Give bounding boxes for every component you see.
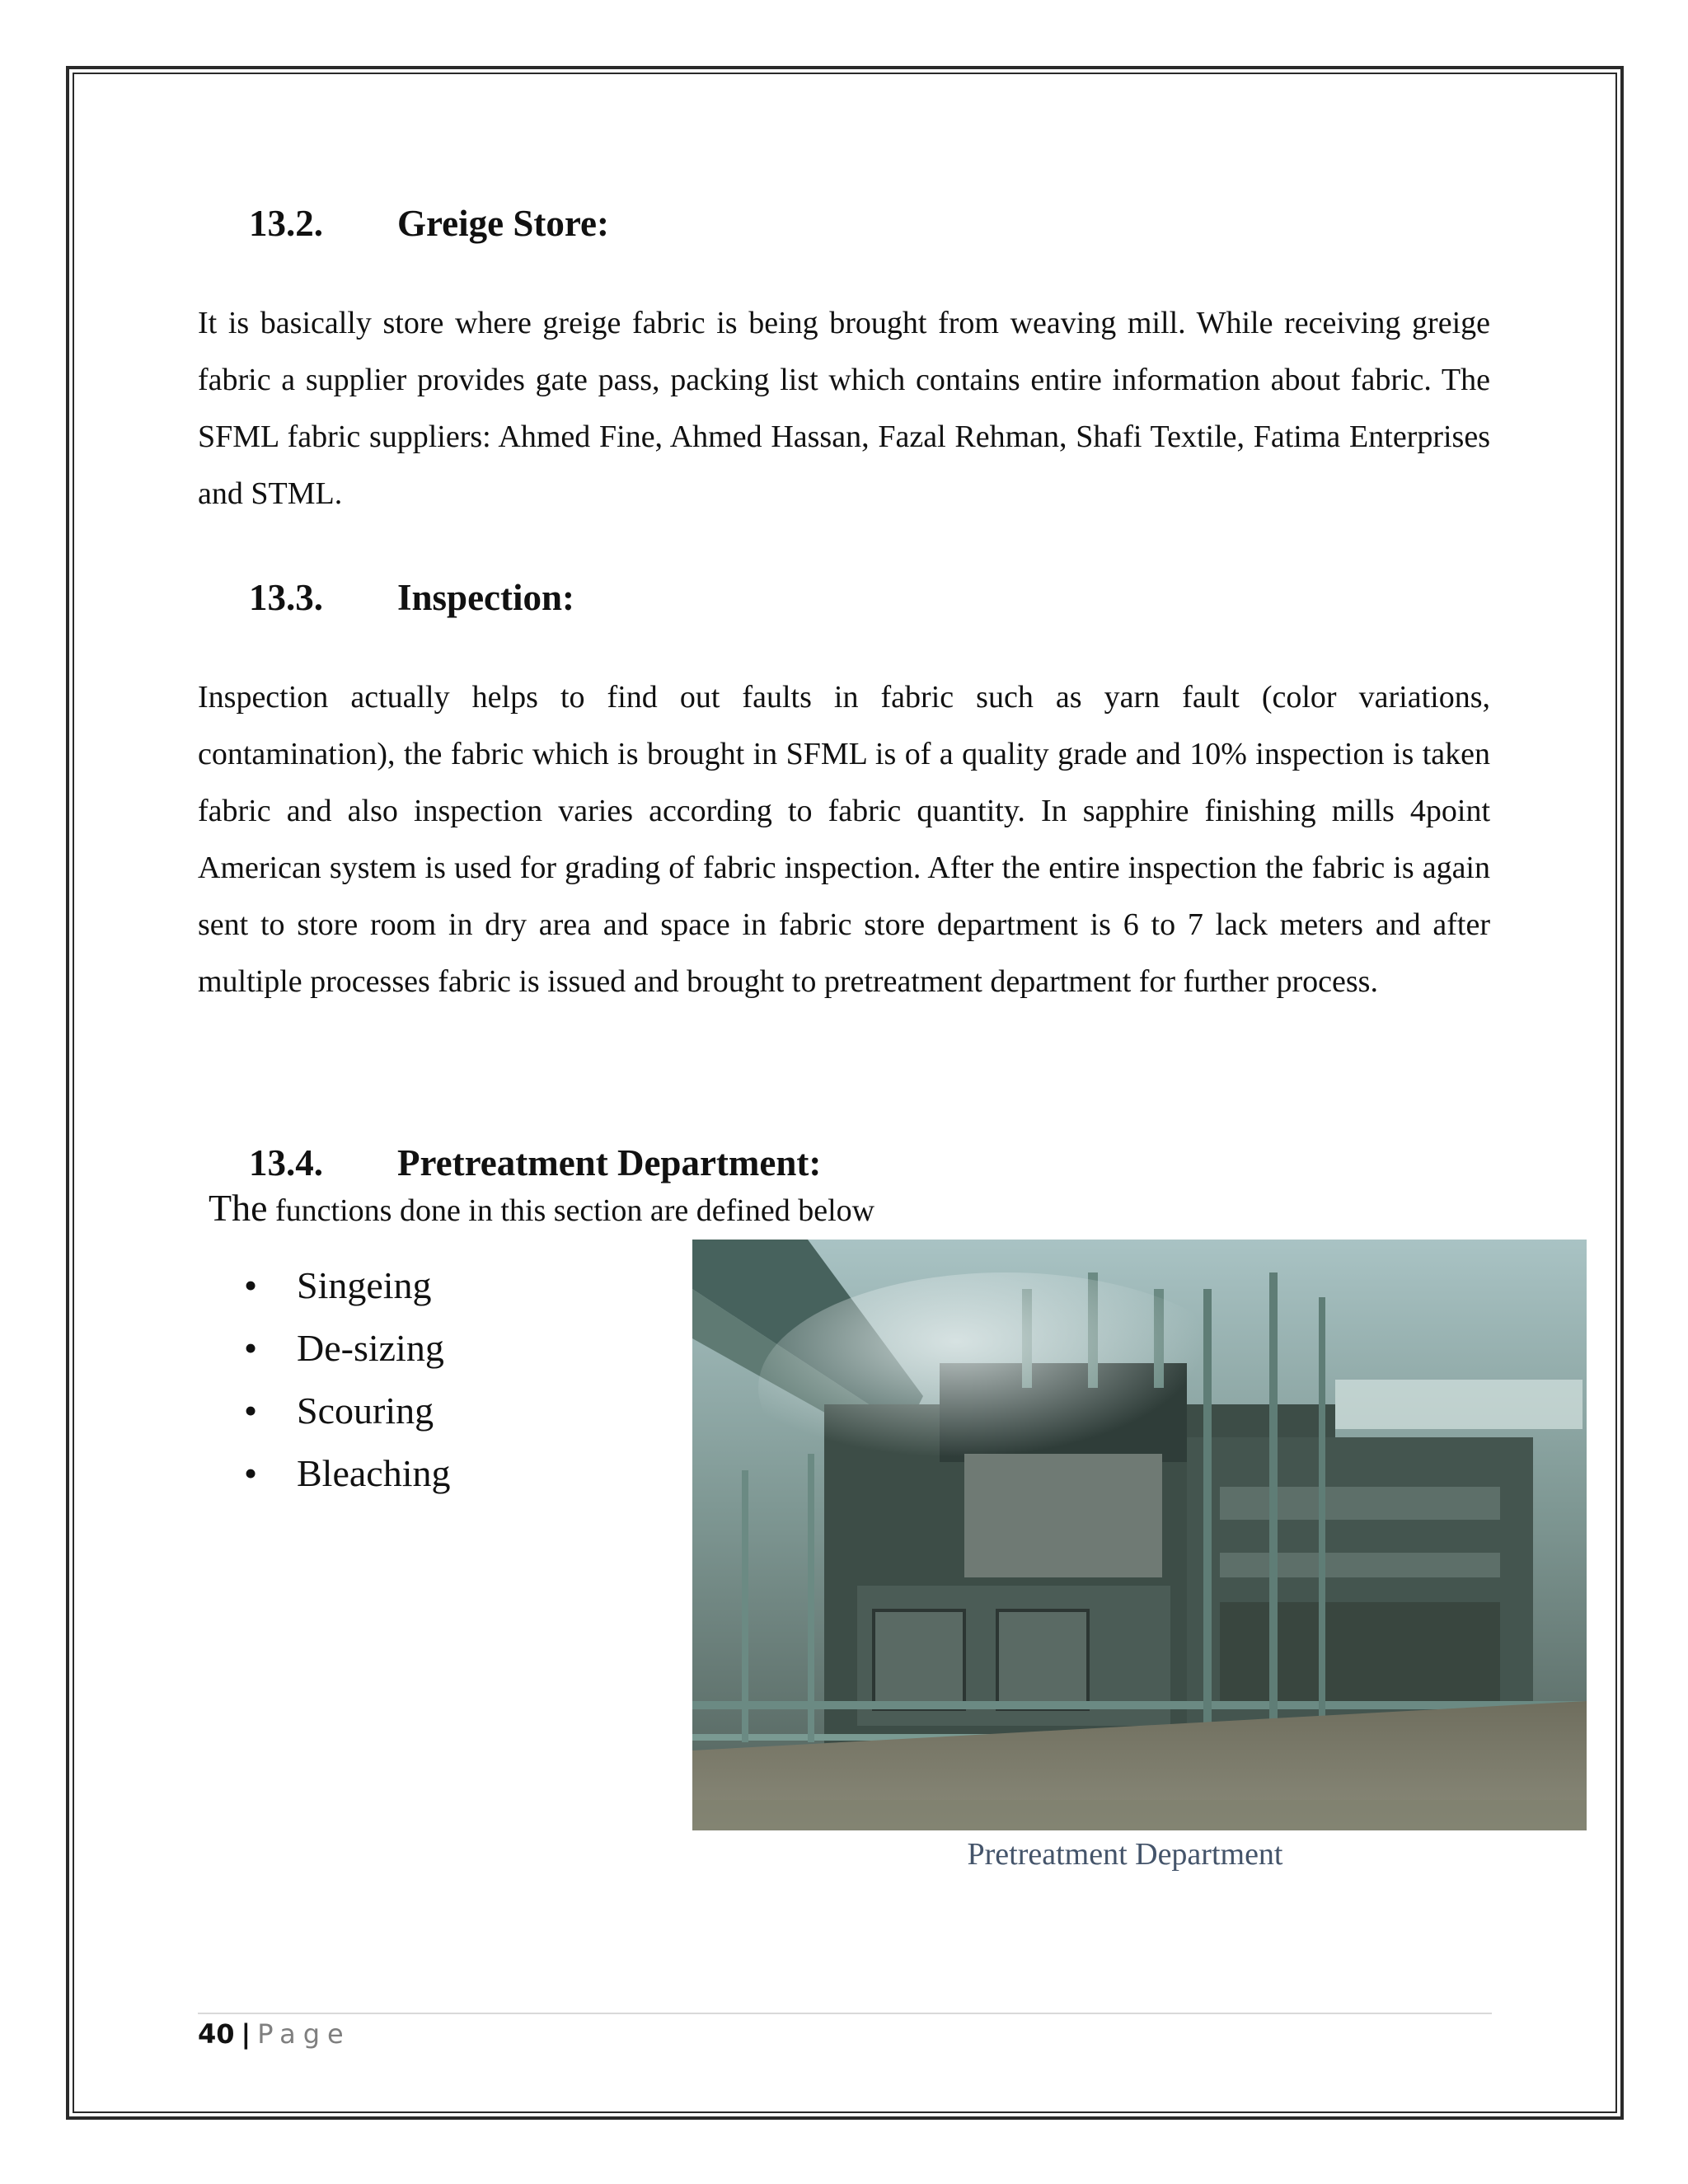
list-item: [244, 1254, 451, 1317]
intro-first-word: The: [209, 1187, 268, 1229]
list-item: [244, 1317, 451, 1380]
bullet-icon: •: [244, 1452, 258, 1494]
pretreatment-function-list: [244, 1254, 451, 1505]
list-item-label: Bleaching: [297, 1452, 451, 1494]
list-item-label: Scouring: [297, 1390, 434, 1432]
list-item-label: Singeing: [297, 1264, 432, 1306]
pretreatment-department-photo: [692, 1240, 1587, 1830]
bullet-icon: •: [244, 1327, 258, 1369]
section-title: Pretreatment Department:: [397, 1142, 822, 1183]
list-item-label: De-sizing: [297, 1327, 444, 1369]
section-number: 13.4.: [249, 1142, 323, 1183]
pretreatment-intro: [209, 1185, 874, 1234]
section-number: 13.3.: [249, 577, 323, 618]
intro-rest: functions done in this section are defined below: [267, 1193, 875, 1228]
footer-separator: |: [241, 2018, 251, 2050]
paragraph-inspection: Inspection actually helps to find out faults in fabric such as yarn fault (color variations, contamination), the fabric which is brought in SFML is of a quality grade and 10% inspection is taken fabric and also inspection varies according to fabric quantity. In sapphire finishing mills 4point American system is used for grading of fabric inspection. After the entire inspection the fabric is again sent to store room in dry area and space in fabric store department is 6 to 7 lack meters and after multiple processes fabric is issued and brought to pretreatment department for further process.: [198, 680, 1490, 999]
bullet-icon: •: [244, 1390, 258, 1432]
paragraph-greige-store: It is basically store where greige fabric is being brought from weaving mill. While receiving greige fabric a supplier provides gate pass, packing list which contains entire information about fabric. The SFML fabric suppliers: Ahmed Fine, Ahmed Hassan, Fazal Rehman, Shafi Textile, Fatima Enterprises and STML.: [198, 306, 1490, 511]
list-item: [244, 1442, 451, 1505]
figure-caption: Pretreatment Department: [967, 1837, 1283, 1872]
footer-divider: [198, 2013, 1492, 2014]
bullet-icon: •: [244, 1264, 258, 1306]
page-number: 40: [198, 2018, 235, 2050]
section-number: 13.2.: [249, 203, 323, 244]
page-footer: [198, 2016, 351, 2052]
section-title: Greige Store:: [397, 203, 609, 244]
list-item: [244, 1380, 451, 1442]
section-title: Inspection:: [397, 577, 575, 618]
page-label: Page: [257, 2018, 351, 2050]
